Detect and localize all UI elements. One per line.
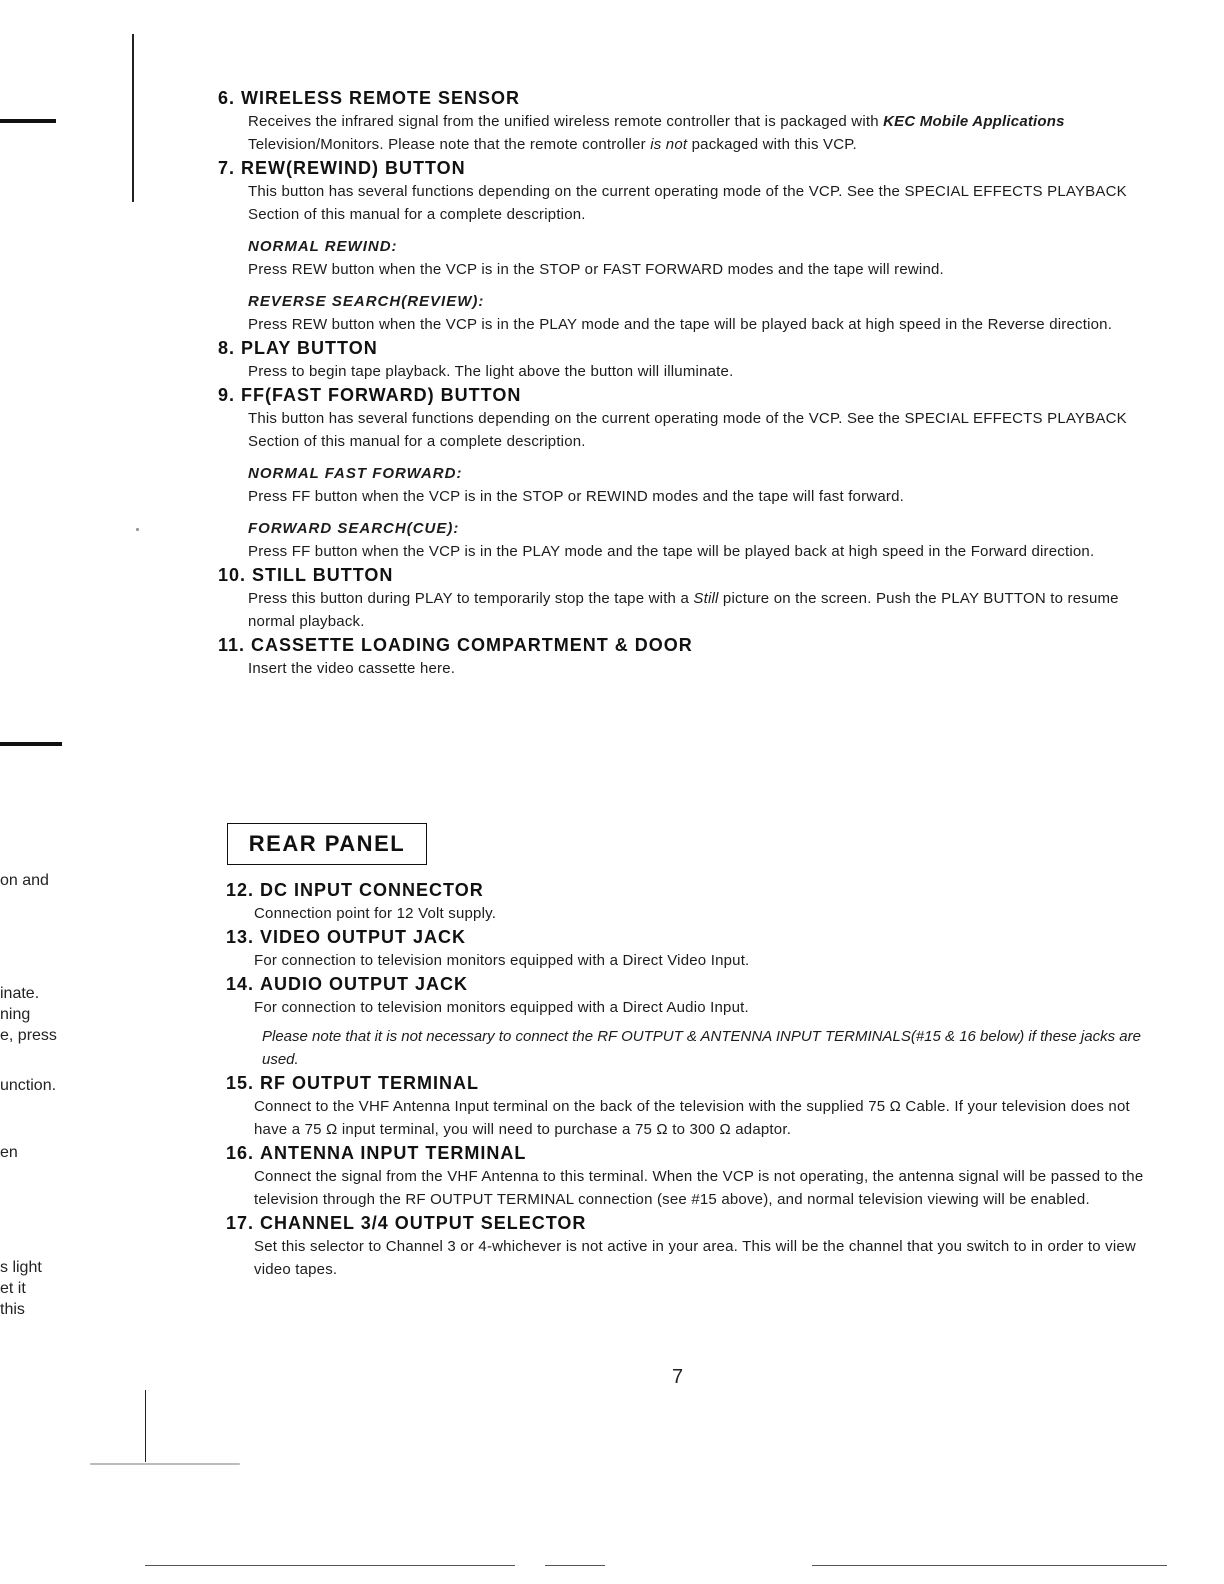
item-description: Connect to the VHF Antenna Input terminal on the back of the television with the supplied 75 Ω Cable. If your television does not have a 75 Ω input terminal, you will need to purchase a 75 Ω to 300 Ω adaptor.: [254, 1098, 1130, 1138]
item-title: [226, 1141, 1146, 1165]
item-title-text: VIDEO OUTPUT JACK: [260, 927, 467, 947]
item-title: [218, 336, 1138, 360]
front-panel-items: [218, 86, 1138, 680]
item-audio-output-jack: [226, 972, 1146, 1071]
item-title: [226, 972, 1146, 996]
binding-line-top: [132, 34, 134, 202]
item-number: 11.: [218, 635, 246, 655]
item-description: Connection point for 12 Volt supply.: [254, 905, 497, 922]
bottom-edge-line: [145, 1565, 515, 1566]
emphasis: Still: [693, 590, 719, 607]
rear-panel-items: [226, 878, 1146, 1281]
item-wireless-remote-sensor: [218, 86, 1138, 156]
item-description: Set this selector to Channel 3 or 4-whichever is not active in your area. This will be the channel that you switch to in order to view video tapes.: [254, 1238, 1136, 1278]
item-title: [218, 383, 1138, 407]
item-description: [248, 110, 1138, 156]
item-note: Please note that it is not necessary to connect the RF OUTPUT & ANTENNA INPUT TERMINALS(#15 & 16 below) if these jacks are used.: [262, 1028, 1141, 1068]
rear-panel-heading: REAR PANEL: [227, 823, 427, 865]
margin-fragment: unction.: [0, 1077, 57, 1094]
item-still-button: [218, 563, 1138, 633]
sub-description: Press REW button when the VCP is in the PLAY mode and the tape will be played back at high speed in the Reverse direction.: [248, 316, 1113, 333]
item-title: [218, 633, 1138, 657]
text-run: picture on the screen. Push the PLAY BUTTON to resume normal playback.: [248, 590, 1119, 630]
item-number: 14.: [226, 974, 255, 994]
item-title-text: REW(REWIND) BUTTON: [241, 158, 466, 178]
margin-fragment: inate.: [0, 985, 40, 1002]
item-rewind-button: [218, 156, 1138, 336]
item-description: This button has several functions depending on the current operating mode of the VCP. See the SPECIAL EFFECTS PLAYBACK Section of this manual for a complete description.: [248, 183, 1127, 223]
item-title-text: RF OUTPUT TERMINAL: [260, 1073, 480, 1093]
margin-fragment: en: [0, 1144, 18, 1161]
margin-bar-middle: [0, 742, 62, 746]
item-title-text: CHANNEL 3/4 OUTPUT SELECTOR: [260, 1213, 587, 1233]
item-number: 6.: [218, 88, 236, 108]
item-description: [248, 587, 1138, 633]
item-title-text: AUDIO OUTPUT JACK: [260, 974, 469, 994]
sub-description: Press FF button when the VCP is in the STOP or REWIND modes and the tape will fast forward.: [248, 488, 904, 505]
margin-fragment: e, press: [0, 1027, 57, 1044]
item-number: 10.: [218, 565, 247, 585]
item-dc-input-connector: [226, 878, 1146, 925]
sub-title: NORMAL FAST FORWARD:: [248, 465, 463, 482]
item-title: [226, 1071, 1146, 1095]
item-title: [218, 156, 1138, 180]
item-description: Connect the signal from the VHF Antenna to this terminal. When the VCP is not operating, the antenna signal will be passed to the television through the RF OUTPUT TERMINAL connection (see #15 above), and normal television viewing will be enabled.: [254, 1168, 1144, 1208]
page-number: 7: [672, 1366, 684, 1388]
item-description: For connection to television monitors equipped with a Direct Audio Input.: [254, 999, 749, 1016]
margin-fragment: s light: [0, 1259, 42, 1276]
emphasis: is not: [650, 136, 688, 153]
bottom-edge-line: [545, 1565, 605, 1566]
item-title-text: ANTENNA INPUT TERMINAL: [260, 1143, 527, 1163]
item-number: 13.: [226, 927, 255, 947]
item-title: [226, 878, 1146, 902]
item-number: 15.: [226, 1073, 255, 1093]
item-title: [226, 925, 1146, 949]
item-title-text: STILL BUTTON: [252, 565, 394, 585]
margin-bar-top: [0, 119, 56, 123]
item-title-text: CASSETTE LOADING COMPARTMENT & DOOR: [251, 635, 693, 655]
item-title: [218, 86, 1138, 110]
text-run: packaged with this VCP.: [687, 136, 857, 153]
text-run: Receives the infrared signal from the unified wireless remote controller that is packaged with: [248, 113, 884, 130]
margin-fragment: ning: [0, 1006, 31, 1023]
item-number: 8.: [218, 338, 236, 358]
scan-speck: [136, 528, 139, 531]
sub-title: NORMAL REWIND:: [248, 238, 398, 255]
item-number: 7.: [218, 158, 236, 178]
item-cassette-compartment: [218, 633, 1138, 680]
item-number: 12.: [226, 880, 255, 900]
item-play-button: [218, 336, 1138, 383]
item-rf-output-terminal: [226, 1071, 1146, 1141]
item-channel-output-selector: [226, 1211, 1146, 1281]
item-antenna-input-terminal: [226, 1141, 1146, 1211]
margin-fragment: this: [0, 1301, 25, 1318]
text-run: Press this button during PLAY to temporarily stop the tape with a: [248, 590, 694, 607]
item-number: 17.: [226, 1213, 255, 1233]
item-title: [218, 563, 1138, 587]
item-number: 16.: [226, 1143, 255, 1163]
bottom-edge-line: [812, 1565, 1167, 1566]
scan-speck: [90, 1463, 240, 1465]
item-title-text: WIRELESS REMOTE SENSOR: [241, 88, 521, 108]
item-video-output-jack: [226, 925, 1146, 972]
item-title: [226, 1211, 1146, 1235]
item-description: Insert the video cassette here.: [248, 660, 456, 677]
sub-description: Press REW button when the VCP is in the STOP or FAST FORWARD modes and the tape will rewind.: [248, 261, 944, 278]
brand-name: KEC Mobile Applications: [883, 113, 1065, 130]
sub-title: FORWARD SEARCH(CUE):: [248, 520, 460, 537]
binding-line-bottom: [145, 1390, 146, 1462]
margin-fragment: on and: [0, 872, 49, 889]
item-description: For connection to television monitors equipped with a Direct Video Input.: [254, 952, 750, 969]
item-title-text: DC INPUT CONNECTOR: [260, 880, 484, 900]
sub-description: Press FF button when the VCP is in the PLAY mode and the tape will be played back at high speed in the Forward direction.: [248, 543, 1095, 560]
margin-fragment: et it: [0, 1280, 26, 1297]
item-title-text: FF(FAST FORWARD) BUTTON: [241, 385, 522, 405]
item-fast-forward-button: [218, 383, 1138, 563]
item-description: This button has several functions depending on the current operating mode of the VCP. See the SPECIAL EFFECTS PLAYBACK Section of this manual for a complete description.: [248, 410, 1127, 450]
item-title-text: PLAY BUTTON: [241, 338, 378, 358]
sub-title: REVERSE SEARCH(REVIEW):: [248, 293, 485, 310]
item-description: Press to begin tape playback. The light above the button will illuminate.: [248, 363, 734, 380]
item-number: 9.: [218, 385, 236, 405]
text-run: Television/Monitors. Please note that the remote controller: [248, 136, 651, 153]
